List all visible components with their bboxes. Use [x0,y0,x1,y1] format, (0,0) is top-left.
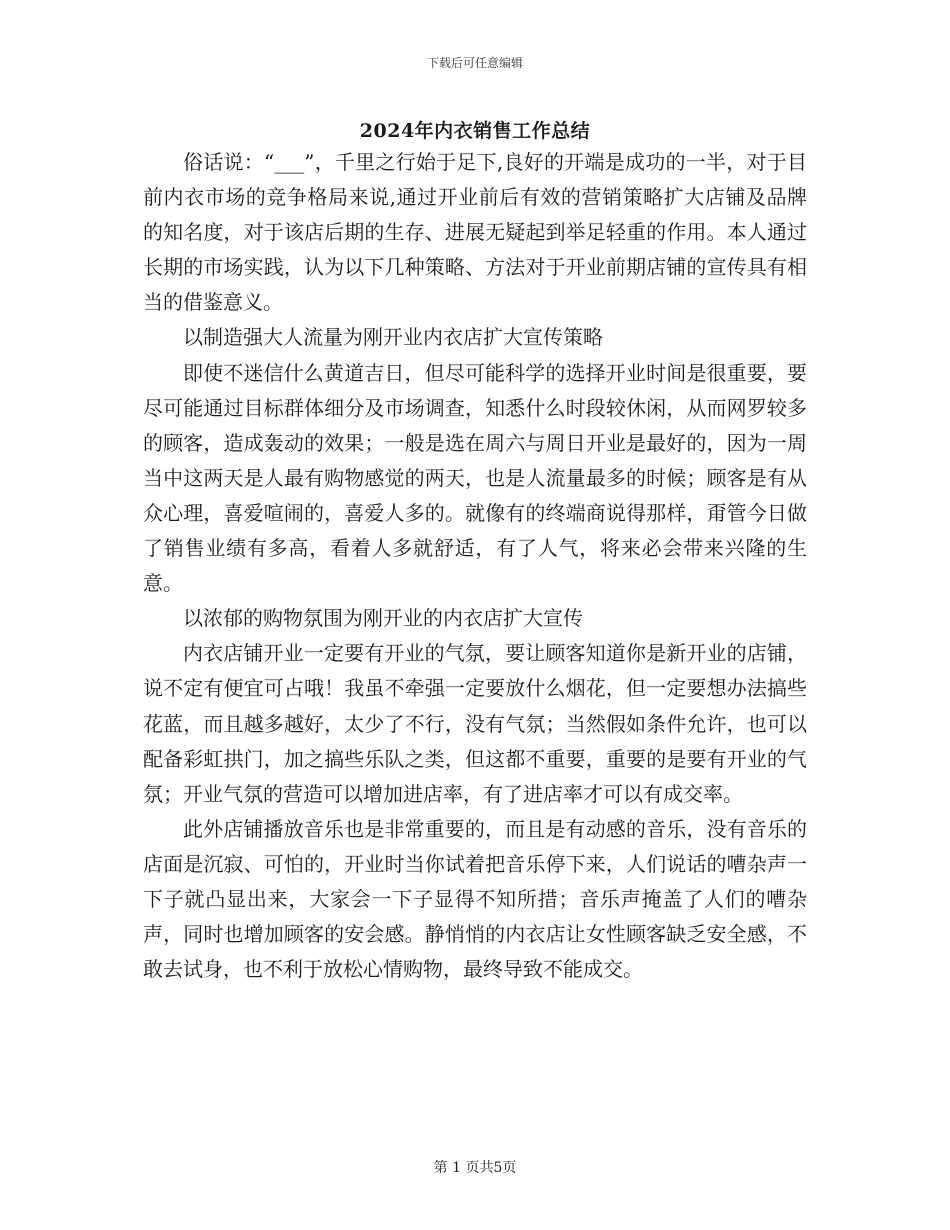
page-title: 2024年内衣销售工作总结 [359,120,591,142]
footer-middle: 页共 [465,1160,494,1176]
section-heading-atmosphere: 以浓郁的购物氛围为刚开业的内衣店扩大宣传 [183,606,583,631]
footer-suffix: 页 [502,1160,517,1176]
page-footer [0,1157,950,1177]
paragraph-atmosphere: 内衣店铺开业一定要有开业的气氛，要让顾客知道你是新开业的店铺，说不定有便宜可占哦！我虽不牵强一定要放什么烟花，但一定要想办法搞些花蓝，而且越多越好，太少了不行，没有气氛；当然假如条件允许，也可以配备彩虹拱门，加之搞些乐队之类，但这都不重要，重要的是要有开业的气氛；开业气氛的营造可以增加进店率，有了进店率才可以有成交率。 [143,641,807,806]
paragraph-music: 此外店铺播放音乐也是非常重要的，而且是有动感的音乐，没有音乐的店面是沉寂、可怕的，开业时当你试着把音乐停下来，人们说话的嘈杂声一下子就凸显出来，大家会一下子显得不知所措；音乐声掩盖了人们的嘈杂声，同时也增加顾客的安会感。静悄悄的内衣店让女性顾客缺乏安全感，不敢去试身，也不利于放松心情购物，最终导致不能成交。 [143,816,807,982]
header-note: 下载后可任意编辑 [426,56,523,70]
paragraph-intro: 俗话说：“___”，千里之行始于足下,良好的开端是成功的一半，对于目前内衣市场的竞争格局来说,通过开业前后有效的营销策略扩大店铺及品牌的知名度，对于该店后期的生存、进展无疑起到举足轻重的作用。本人通过长期的市场实践，认为以下几种策略、方法对于开业前期店铺的宣传具有相当的借鉴意义。 [143,150,807,315]
footer-page-number: 1 [452,1160,461,1176]
paragraph-opening-time: 即使不迷信什么黄道吉日，但尽可能科学的选择开业时间是很重要，要尽可能通过目标群体细分及市场调查，知悉什么时段较休闲，从而网罗较多的顾客，造成轰动的效果；一般是选在周六与周日开业是最好的，因为一周当中这两天是人最有购物感觉的两天，也是人流量最多的时候；顾客是有从众心理，喜爱喧闹的，喜爱人多的。就像有的终端商说得那样，甭管今日做了销售业绩有多高，看着人多就舒适，有了人气，将来必会带来兴隆的生意。 [143,360,807,596]
document-body [143,145,807,987]
footer-total-pages: 5 [493,1160,503,1176]
section-heading-crowd: 以制造强大人流量为刚开业内衣店扩大宣传策略 [183,325,603,350]
footer-prefix: 第 [433,1160,448,1176]
